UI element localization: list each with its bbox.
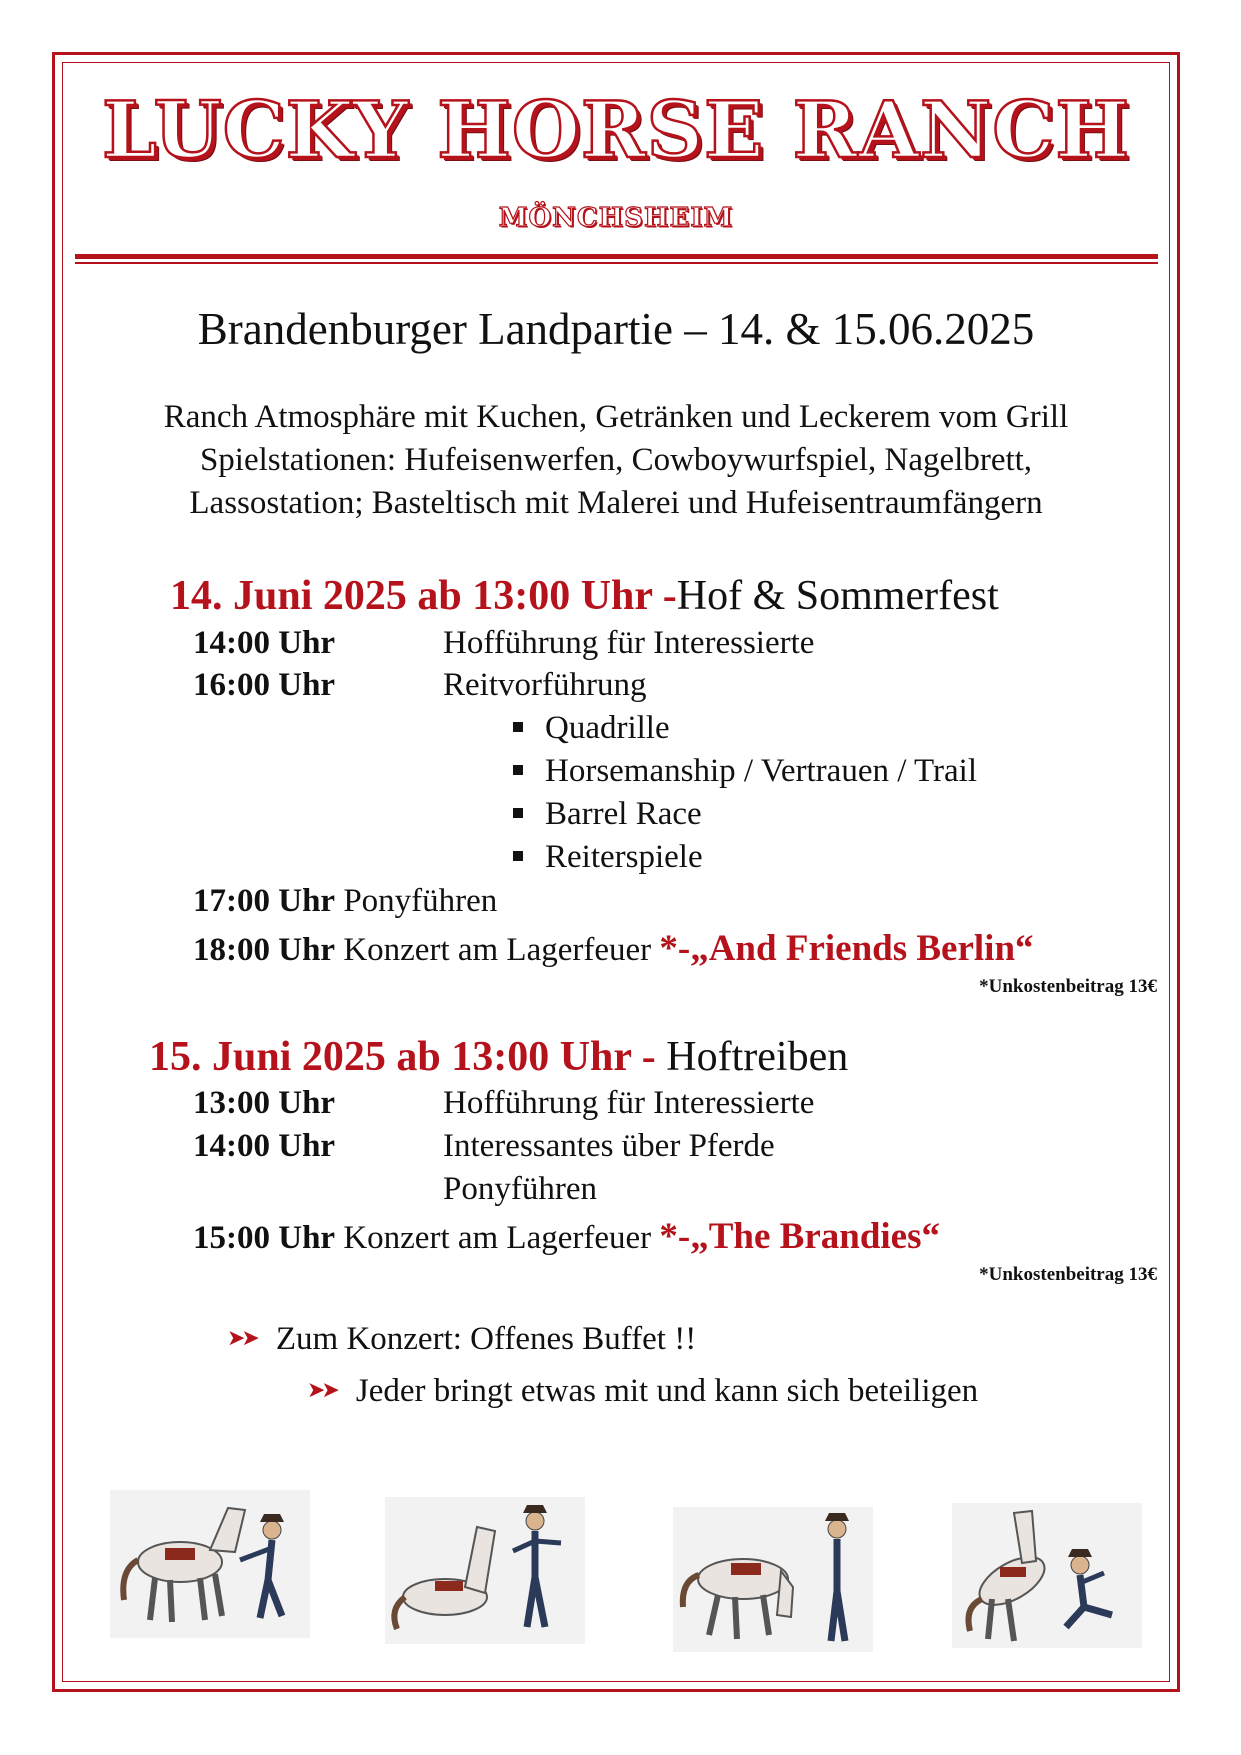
fee-note: *Unkostenbeitrag 13€ (979, 1264, 1157, 1285)
schedule-activity: Konzert am Lagerfeuer (343, 1220, 652, 1256)
bullet-square-icon (513, 722, 523, 732)
title-divider-thin (75, 262, 1158, 264)
bullet-square-icon (513, 765, 523, 775)
schedule-activity: Hofführung für Interessierte (443, 1085, 815, 1121)
buffet-text: Jeder bringt etwas mit und kann sich beteiligen (355, 1373, 979, 1409)
buffet-text: Zum Konzert: Offenes Buffet !! (275, 1321, 697, 1357)
ranch-location: MÖNCHSHEIM (498, 203, 734, 233)
concert-row (193, 1218, 940, 1255)
schedule-activity: Konzert am Lagerfeuer (343, 932, 652, 968)
schedule-row (193, 885, 497, 918)
schedule-activity: Hofführung für Interessierte (443, 625, 815, 661)
bullet-square-icon (513, 851, 523, 861)
band-name: *-„The Brandies“ (659, 1216, 940, 1257)
bullet-text: Quadrille (545, 710, 670, 746)
day1-date: 14. Juni 2025 ab 13:00 Uhr - (170, 573, 677, 619)
day2-heading (149, 1036, 848, 1078)
cowboy-horse-picture (385, 1497, 585, 1644)
event-headline: Brandenburger Landpartie – 14. & 15.06.2025 (197, 304, 1035, 354)
bullet-item (513, 841, 703, 874)
band-name: *-„And Friends Berlin“ (659, 928, 1034, 969)
schedule-row (193, 1087, 335, 1120)
intro-line: Ranch Atmosphäre mit Kuchen, Getränken und Leckerem vom Grill (163, 399, 1069, 435)
buffet-line (307, 1375, 978, 1408)
bullet-text: Barrel Race (545, 796, 702, 832)
concert-row (193, 930, 1034, 967)
fee-note: *Unkostenbeitrag 13€ (979, 976, 1157, 997)
ranch-title: LUCKY HORSE RANCH (101, 85, 1131, 176)
double-arrow-icon: ➤➤ (307, 1378, 336, 1403)
bullet-item (513, 798, 702, 831)
intro-line: Lassostation; Basteltisch mit Malerei und Hufeisentraumfängern (189, 485, 1043, 521)
bullet-item (513, 712, 670, 745)
intro-line: Spielstationen: Hufeisenwerfen, Cowboywurfspiel, Nagelbrett, (199, 442, 1033, 478)
schedule-time: 16:00 Uhr (193, 667, 336, 703)
schedule-time: 14:00 Uhr (193, 625, 336, 661)
day2-title: Hoftreiben (666, 1034, 849, 1080)
buffet-line (227, 1323, 696, 1356)
schedule-activity: Ponyführen (343, 883, 498, 919)
schedule-time: 14:00 Uhr (193, 1128, 336, 1164)
schedule-time: 18:00 Uhr (193, 932, 336, 968)
event-intro (62, 396, 1170, 525)
schedule-row (193, 627, 335, 660)
schedule-activity: Reitvorführung (443, 667, 647, 703)
day1-title: Hof & Sommerfest (676, 573, 999, 619)
schedule-time: 17:00 Uhr (193, 883, 336, 919)
schedule-activity: Interessantes über Pferde (443, 1128, 775, 1164)
cowboy-horse-picture (110, 1490, 310, 1638)
bullet-text: Horsemanship / Vertrauen / Trail (545, 753, 978, 789)
schedule-activity: Ponyführen (443, 1171, 597, 1207)
bullet-text: Reiterspiele (545, 839, 703, 875)
schedule-time: 15:00 Uhr (193, 1220, 336, 1256)
cowboy-horse-picture (673, 1507, 873, 1652)
cowboy-horse-picture (952, 1503, 1142, 1648)
schedule-time: 13:00 Uhr (193, 1085, 336, 1121)
double-arrow-icon: ➤➤ (227, 1326, 256, 1351)
schedule-row (193, 1130, 335, 1163)
schedule-row (193, 669, 335, 702)
day2-date: 15. Juni 2025 ab 13:00 Uhr - (149, 1034, 656, 1080)
day1-heading (170, 575, 999, 617)
title-divider (75, 254, 1158, 259)
bullet-square-icon (513, 808, 523, 818)
bullet-item (513, 755, 977, 788)
